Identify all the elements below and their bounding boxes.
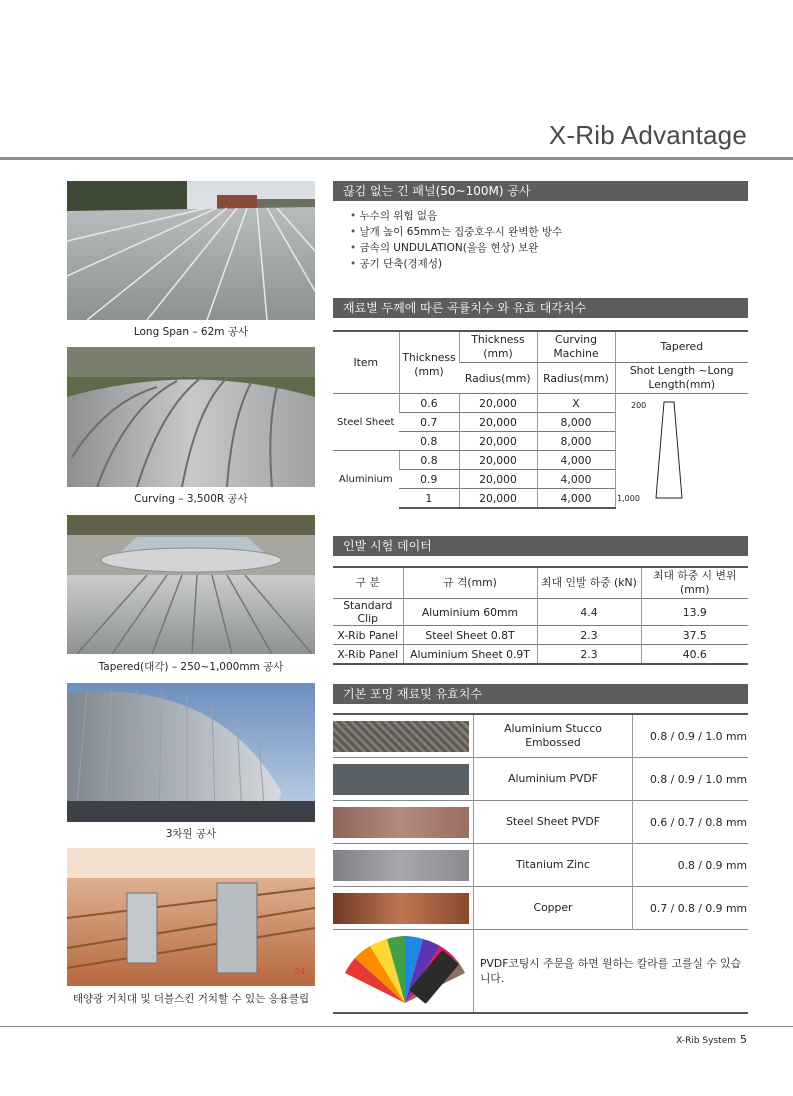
table-cell: 2.3 bbox=[537, 645, 641, 665]
table-cell: 0.8 bbox=[399, 432, 459, 451]
table-header: Shot Length ~Long Length(mm) bbox=[615, 363, 748, 394]
material-name: Aluminium Stucco Embossed bbox=[474, 714, 633, 758]
table-header: 규 격(mm) bbox=[403, 567, 537, 599]
material-sizes: 0.8 / 0.9 / 1.0 mm bbox=[633, 758, 749, 801]
table-cell: Aluminium Sheet 0.9T bbox=[403, 645, 537, 665]
table-cell: 4.4 bbox=[537, 599, 641, 626]
table-cell: 20,000 bbox=[459, 413, 537, 432]
page-footer bbox=[676, 1033, 747, 1046]
table-cell: 20,000 bbox=[459, 489, 537, 509]
table-cell: 4,000 bbox=[537, 470, 615, 489]
table-header: 최대 인발 하중 (kN) bbox=[537, 567, 641, 599]
material-swatch bbox=[333, 850, 469, 881]
material-swatch bbox=[333, 721, 469, 752]
photo-tapered bbox=[67, 515, 315, 654]
material-swatch bbox=[333, 764, 469, 795]
table-row bbox=[333, 930, 748, 1014]
table-cell: Standard Clip bbox=[333, 599, 403, 626]
material-name: Copper bbox=[474, 887, 633, 930]
table-cell: X bbox=[537, 394, 615, 413]
photo-caption: Long Span – 62m 공사 bbox=[133, 326, 249, 338]
table-cell: 0.7 bbox=[399, 413, 459, 432]
material-sizes: 0.6 / 0.7 / 0.8 mm bbox=[633, 801, 749, 844]
photo-caption: Tapered(대각) – 250~1,000mm 공사 bbox=[98, 661, 284, 673]
table-cell: 2.3 bbox=[537, 626, 641, 645]
curvature-table bbox=[333, 330, 748, 509]
table-cell: X-Rib Panel bbox=[333, 626, 403, 645]
table-header: Radius(mm) bbox=[537, 363, 615, 394]
table-cell: 0.6 bbox=[399, 394, 459, 413]
table-row bbox=[333, 801, 748, 844]
table-cell: Aluminium bbox=[333, 451, 399, 509]
section-header: 인발 시험 데이터 bbox=[333, 536, 748, 556]
section-header: 기본 포밍 재료및 유효치수 bbox=[333, 684, 748, 704]
taper-diagram bbox=[615, 394, 748, 509]
taper-long-label: 1,000 bbox=[616, 494, 640, 503]
table-cell: Steel Sheet bbox=[333, 394, 399, 451]
section-header: 끊김 없는 긴 패널(50~100M) 공사 bbox=[333, 181, 748, 201]
list-item: • 금속의 UNDULATION(울음 현상) 보완 bbox=[350, 240, 562, 256]
color-note: PVDF코팅시 주문을 하면 원하는 칼라를 고를실 수 있습니다. bbox=[474, 930, 749, 1014]
color-fan bbox=[333, 930, 474, 1014]
photo-long-span bbox=[67, 181, 315, 320]
table-cell: Aluminium 60mm bbox=[403, 599, 537, 626]
section-header: 재료별 두께에 따른 곡률치수 와 유효 대각치수 bbox=[333, 298, 748, 318]
page-number: 5 bbox=[740, 1033, 747, 1046]
table-cell: 1 bbox=[399, 489, 459, 509]
table-cell: 13.9 bbox=[641, 599, 748, 626]
material-name: Aluminium PVDF bbox=[474, 758, 633, 801]
list-item: • 날개 높이 65mm는 집중호우시 완벽한 방수 bbox=[350, 224, 562, 240]
table-cell: 20,000 bbox=[459, 432, 537, 451]
list-item: • 누수의 위험 없음 bbox=[350, 208, 562, 224]
footer-rule bbox=[0, 1026, 793, 1027]
photo-caption: 3차원 공사 bbox=[165, 828, 217, 840]
table-header: Curving Machine bbox=[537, 331, 615, 363]
footer-label: X-Rib System bbox=[676, 1036, 736, 1046]
photo-clip bbox=[67, 848, 315, 986]
materials-table bbox=[333, 713, 748, 1014]
taper-short-label: 200 bbox=[630, 401, 647, 410]
list-item: • 공기 단축(경제성) bbox=[350, 256, 562, 272]
table-cell: 4,000 bbox=[537, 451, 615, 470]
table-cell: 4,000 bbox=[537, 489, 615, 509]
table-row bbox=[333, 758, 748, 801]
table-row bbox=[333, 645, 748, 665]
table-header: 최대 하중 시 변위 (mm) bbox=[641, 567, 748, 599]
feature-list bbox=[350, 208, 562, 272]
table-cell: X-Rib Panel bbox=[333, 645, 403, 665]
table-row bbox=[333, 599, 748, 626]
table-cell: 0.9 bbox=[399, 470, 459, 489]
table-header: Tapered bbox=[615, 331, 748, 363]
material-swatch bbox=[333, 893, 469, 924]
photo-caption: 태양광 거치대 및 더블스킨 거치할 수 있는 응용클립 bbox=[72, 993, 310, 1005]
material-swatch bbox=[333, 807, 469, 838]
table-row bbox=[333, 626, 748, 645]
material-sizes: 0.8 / 0.9 mm bbox=[633, 844, 749, 887]
material-sizes: 0.8 / 0.9 / 1.0 mm bbox=[633, 714, 749, 758]
photo-3d bbox=[67, 683, 315, 822]
table-cell: 20,000 bbox=[459, 394, 537, 413]
table-cell: 8,000 bbox=[537, 432, 615, 451]
table-cell: 20,000 bbox=[459, 470, 537, 489]
material-name: Steel Sheet PVDF bbox=[474, 801, 633, 844]
photo-curving bbox=[67, 347, 315, 487]
table-cell: Steel Sheet 0.8T bbox=[403, 626, 537, 645]
material-sizes: 0.7 / 0.8 / 0.9 mm bbox=[633, 887, 749, 930]
table-header: Thickness (mm) bbox=[459, 331, 537, 363]
table-row bbox=[333, 714, 748, 758]
page-title: X-Rib Advantage bbox=[548, 120, 747, 150]
table-header: 구 분 bbox=[333, 567, 403, 599]
material-name: Titanium Zinc bbox=[474, 844, 633, 887]
table-cell: 0.8 bbox=[399, 451, 459, 470]
table-row bbox=[333, 844, 748, 887]
table-header: Item bbox=[333, 331, 399, 394]
pullout-table bbox=[333, 566, 748, 665]
table-header: Thickness (mm) bbox=[399, 331, 459, 394]
header-rule bbox=[0, 157, 793, 160]
table-cell: 20,000 bbox=[459, 451, 537, 470]
table-cell: 8,000 bbox=[537, 413, 615, 432]
table-cell: 37.5 bbox=[641, 626, 748, 645]
photo-caption: Curving – 3,500R 공사 bbox=[134, 493, 248, 505]
table-cell: 40.6 bbox=[641, 645, 748, 665]
photo-badge: 04 bbox=[295, 967, 306, 976]
table-header: Radius(mm) bbox=[459, 363, 537, 394]
table-row bbox=[333, 887, 748, 930]
